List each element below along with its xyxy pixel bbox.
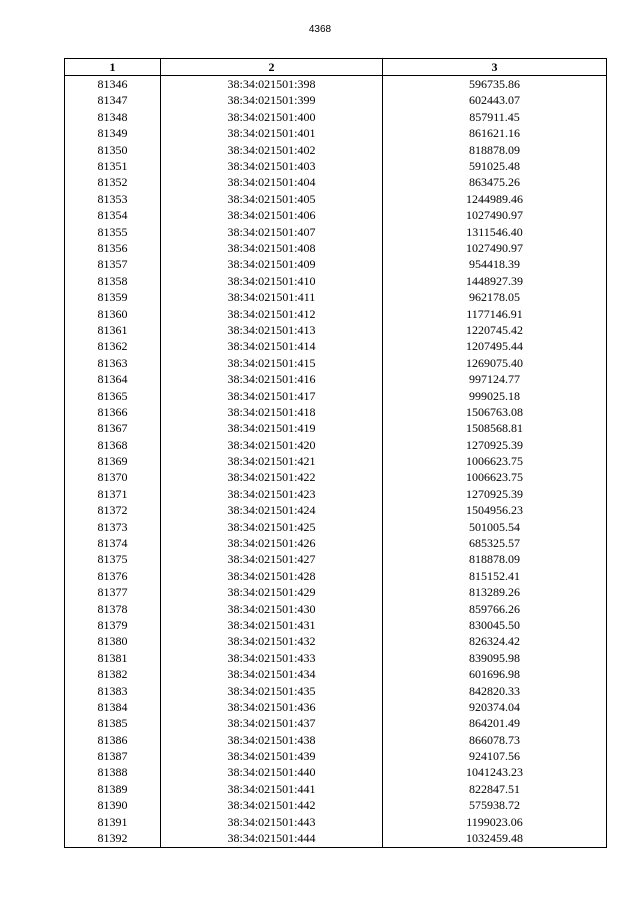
- table-row: [65, 650, 607, 666]
- value-cell: 1448927.39: [383, 273, 607, 289]
- row-number-cell: 81369: [65, 453, 161, 469]
- value-cell: 1027490.97: [383, 240, 607, 256]
- row-number-cell: 81356: [65, 240, 161, 256]
- cadastral-number-cell: 38:34:021501:400: [161, 109, 383, 125]
- table-row: [65, 273, 607, 289]
- value-cell: 920374.04: [383, 699, 607, 715]
- row-number-cell: 81385: [65, 716, 161, 732]
- column-header-2: 2: [161, 59, 383, 76]
- cadastral-number-cell: 38:34:021501:428: [161, 568, 383, 584]
- value-cell: 1177146.91: [383, 306, 607, 322]
- row-number-cell: 81390: [65, 798, 161, 814]
- row-number-cell: 81351: [65, 158, 161, 174]
- table-row: [65, 208, 607, 224]
- table-row: [65, 732, 607, 748]
- table-row: [65, 716, 607, 732]
- data-table: [64, 58, 607, 848]
- cadastral-number-cell: 38:34:021501:413: [161, 322, 383, 338]
- table-row: [65, 765, 607, 781]
- cadastral-number-cell: 38:34:021501:411: [161, 289, 383, 305]
- value-cell: 863475.26: [383, 175, 607, 191]
- value-cell: 1270925.39: [383, 437, 607, 453]
- table-row: [65, 535, 607, 551]
- value-cell: 813289.26: [383, 585, 607, 601]
- value-cell: 1006623.75: [383, 470, 607, 486]
- row-number-cell: 81367: [65, 421, 161, 437]
- cadastral-number-cell: 38:34:021501:443: [161, 814, 383, 830]
- table-row: [65, 781, 607, 797]
- cadastral-number-cell: 38:34:021501:412: [161, 306, 383, 322]
- value-cell: 1220745.42: [383, 322, 607, 338]
- row-number-cell: 81346: [65, 76, 161, 93]
- value-cell: 1244989.46: [383, 191, 607, 207]
- table-row: [65, 306, 607, 322]
- cadastral-number-cell: 38:34:021501:423: [161, 486, 383, 502]
- value-cell: 501005.54: [383, 519, 607, 535]
- table-header: [65, 59, 607, 76]
- row-number-cell: 81359: [65, 289, 161, 305]
- table-row: [65, 76, 607, 93]
- value-cell: 818878.09: [383, 552, 607, 568]
- table-row: [65, 175, 607, 191]
- value-cell: 924107.56: [383, 748, 607, 764]
- row-number-cell: 81358: [65, 273, 161, 289]
- table-row: [65, 158, 607, 174]
- value-cell: 822847.51: [383, 781, 607, 797]
- value-cell: 1027490.97: [383, 208, 607, 224]
- table-row: [65, 552, 607, 568]
- value-cell: 999025.18: [383, 388, 607, 404]
- table-row: [65, 617, 607, 633]
- row-number-cell: 81349: [65, 126, 161, 142]
- row-number-cell: 81355: [65, 224, 161, 240]
- value-cell: 857911.45: [383, 109, 607, 125]
- value-cell: 864201.49: [383, 716, 607, 732]
- cadastral-number-cell: 38:34:021501:426: [161, 535, 383, 551]
- value-cell: 830045.50: [383, 617, 607, 633]
- row-number-cell: 81375: [65, 552, 161, 568]
- value-cell: 591025.48: [383, 158, 607, 174]
- row-number-cell: 81366: [65, 404, 161, 420]
- value-cell: 859766.26: [383, 601, 607, 617]
- header-row: [65, 59, 607, 76]
- table-row: [65, 470, 607, 486]
- value-cell: 601696.98: [383, 666, 607, 682]
- value-cell: 1311546.40: [383, 224, 607, 240]
- table-row: [65, 339, 607, 355]
- row-number-cell: 81379: [65, 617, 161, 633]
- table-row: [65, 224, 607, 240]
- cadastral-number-cell: 38:34:021501:402: [161, 142, 383, 158]
- row-number-cell: 81370: [65, 470, 161, 486]
- row-number-cell: 81365: [65, 388, 161, 404]
- column-header-1: 1: [65, 59, 161, 76]
- value-cell: 602443.07: [383, 93, 607, 109]
- table-body: [65, 76, 607, 847]
- table-row: [65, 519, 607, 535]
- table-row: [65, 585, 607, 601]
- row-number-cell: 81378: [65, 601, 161, 617]
- cadastral-number-cell: 38:34:021501:427: [161, 552, 383, 568]
- value-cell: 1269075.40: [383, 355, 607, 371]
- table-row: [65, 109, 607, 125]
- row-number-cell: 81383: [65, 683, 161, 699]
- cadastral-number-cell: 38:34:021501:404: [161, 175, 383, 191]
- table-row: [65, 683, 607, 699]
- table-row: [65, 126, 607, 142]
- cadastral-number-cell: 38:34:021501:403: [161, 158, 383, 174]
- table-row: [65, 503, 607, 519]
- table-row: [65, 437, 607, 453]
- cadastral-number-cell: 38:34:021501:415: [161, 355, 383, 371]
- cadastral-number-cell: 38:34:021501:440: [161, 765, 383, 781]
- cadastral-number-cell: 38:34:021501:435: [161, 683, 383, 699]
- row-number-cell: 81357: [65, 257, 161, 273]
- cadastral-number-cell: 38:34:021501:434: [161, 666, 383, 682]
- table-row: [65, 93, 607, 109]
- table-row: [65, 748, 607, 764]
- row-number-cell: 81384: [65, 699, 161, 715]
- cadastral-number-cell: 38:34:021501:418: [161, 404, 383, 420]
- row-number-cell: 81387: [65, 748, 161, 764]
- table-row: [65, 257, 607, 273]
- cadastral-number-cell: 38:34:021501:399: [161, 93, 383, 109]
- value-cell: 839095.98: [383, 650, 607, 666]
- cadastral-number-cell: 38:34:021501:441: [161, 781, 383, 797]
- cadastral-number-cell: 38:34:021501:407: [161, 224, 383, 240]
- value-cell: 596735.86: [383, 76, 607, 93]
- value-cell: 818878.09: [383, 142, 607, 158]
- table-row: [65, 240, 607, 256]
- table-row: [65, 486, 607, 502]
- value-cell: 997124.77: [383, 371, 607, 387]
- cadastral-number-cell: 38:34:021501:421: [161, 453, 383, 469]
- cadastral-number-cell: 38:34:021501:409: [161, 257, 383, 273]
- value-cell: 1270925.39: [383, 486, 607, 502]
- value-cell: 866078.73: [383, 732, 607, 748]
- row-number-cell: 81368: [65, 437, 161, 453]
- table-row: [65, 568, 607, 584]
- value-cell: 1041243.23: [383, 765, 607, 781]
- table-row: [65, 322, 607, 338]
- row-number-cell: 81364: [65, 371, 161, 387]
- cadastral-number-cell: 38:34:021501:436: [161, 699, 383, 715]
- value-cell: 1006623.75: [383, 453, 607, 469]
- row-number-cell: 81348: [65, 109, 161, 125]
- table-row: [65, 798, 607, 814]
- cadastral-number-cell: 38:34:021501:429: [161, 585, 383, 601]
- value-cell: 1504956.23: [383, 503, 607, 519]
- cadastral-number-cell: 38:34:021501:416: [161, 371, 383, 387]
- value-cell: 1207495.44: [383, 339, 607, 355]
- cadastral-number-cell: 38:34:021501:398: [161, 76, 383, 93]
- table-row: [65, 388, 607, 404]
- cadastral-number-cell: 38:34:021501:432: [161, 634, 383, 650]
- cadastral-number-cell: 38:34:021501:414: [161, 339, 383, 355]
- table-row: [65, 371, 607, 387]
- cadastral-number-cell: 38:34:021501:410: [161, 273, 383, 289]
- table-row: [65, 355, 607, 371]
- value-cell: 842820.33: [383, 683, 607, 699]
- cadastral-number-cell: 38:34:021501:433: [161, 650, 383, 666]
- row-number-cell: 81388: [65, 765, 161, 781]
- row-number-cell: 81362: [65, 339, 161, 355]
- cadastral-number-cell: 38:34:021501:422: [161, 470, 383, 486]
- table-row: [65, 601, 607, 617]
- cadastral-number-cell: 38:34:021501:431: [161, 617, 383, 633]
- cadastral-number-cell: 38:34:021501:430: [161, 601, 383, 617]
- value-cell: 954418.39: [383, 257, 607, 273]
- value-cell: 1032459.48: [383, 830, 607, 847]
- row-number-cell: 81391: [65, 814, 161, 830]
- value-cell: 1506763.08: [383, 404, 607, 420]
- row-number-cell: 81350: [65, 142, 161, 158]
- value-cell: 685325.57: [383, 535, 607, 551]
- row-number-cell: 81386: [65, 732, 161, 748]
- cadastral-number-cell: 38:34:021501:424: [161, 503, 383, 519]
- row-number-cell: 81392: [65, 830, 161, 847]
- cadastral-number-cell: 38:34:021501:437: [161, 716, 383, 732]
- row-number-cell: 81347: [65, 93, 161, 109]
- row-number-cell: 81382: [65, 666, 161, 682]
- value-cell: 1199023.06: [383, 814, 607, 830]
- row-number-cell: 81372: [65, 503, 161, 519]
- row-number-cell: 81353: [65, 191, 161, 207]
- row-number-cell: 81354: [65, 208, 161, 224]
- table-row: [65, 699, 607, 715]
- row-number-cell: 81374: [65, 535, 161, 551]
- table-row: [65, 453, 607, 469]
- table-row: [65, 830, 607, 847]
- value-cell: 1508568.81: [383, 421, 607, 437]
- table-row: [65, 289, 607, 305]
- row-number-cell: 81380: [65, 634, 161, 650]
- row-number-cell: 81361: [65, 322, 161, 338]
- cadastral-number-cell: 38:34:021501:420: [161, 437, 383, 453]
- cadastral-number-cell: 38:34:021501:439: [161, 748, 383, 764]
- value-cell: 575938.72: [383, 798, 607, 814]
- table-row: [65, 421, 607, 437]
- row-number-cell: 81363: [65, 355, 161, 371]
- table-row: [65, 142, 607, 158]
- value-cell: 962178.05: [383, 289, 607, 305]
- table-row: [65, 191, 607, 207]
- row-number-cell: 81377: [65, 585, 161, 601]
- value-cell: 826324.42: [383, 634, 607, 650]
- row-number-cell: 81389: [65, 781, 161, 797]
- cadastral-number-cell: 38:34:021501:438: [161, 732, 383, 748]
- table-row: [65, 814, 607, 830]
- table-row: [65, 634, 607, 650]
- cadastral-number-cell: 38:34:021501:417: [161, 388, 383, 404]
- cadastral-number-cell: 38:34:021501:444: [161, 830, 383, 847]
- cadastral-number-cell: 38:34:021501:405: [161, 191, 383, 207]
- cadastral-number-cell: 38:34:021501:442: [161, 798, 383, 814]
- row-number-cell: 81376: [65, 568, 161, 584]
- cadastral-number-cell: 38:34:021501:408: [161, 240, 383, 256]
- row-number-cell: 81381: [65, 650, 161, 666]
- cadastral-number-cell: 38:34:021501:419: [161, 421, 383, 437]
- value-cell: 815152.41: [383, 568, 607, 584]
- cadastral-number-cell: 38:34:021501:406: [161, 208, 383, 224]
- cadastral-number-cell: 38:34:021501:401: [161, 126, 383, 142]
- row-number-cell: 81373: [65, 519, 161, 535]
- row-number-cell: 81360: [65, 306, 161, 322]
- value-cell: 861621.16: [383, 126, 607, 142]
- table-row: [65, 404, 607, 420]
- row-number-cell: 81352: [65, 175, 161, 191]
- cadastral-number-cell: 38:34:021501:425: [161, 519, 383, 535]
- table-row: [65, 666, 607, 682]
- column-header-3: 3: [383, 59, 607, 76]
- row-number-cell: 81371: [65, 486, 161, 502]
- page-number: 4368: [308, 24, 332, 35]
